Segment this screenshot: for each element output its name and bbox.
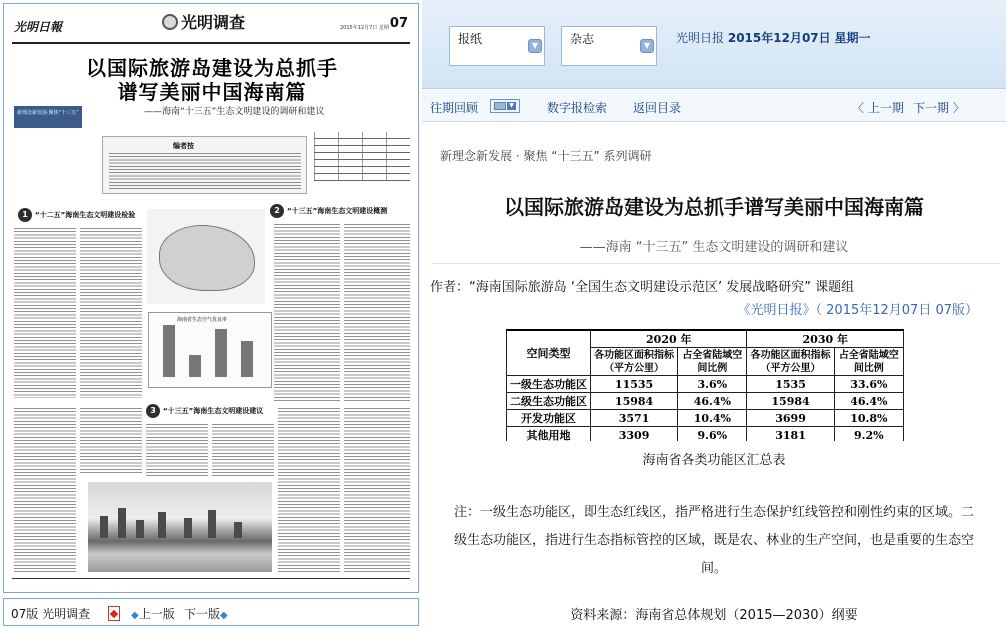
back-to-contents-link[interactable]: 返回目录 [633, 101, 682, 115]
col-header-ratio-2020: 占全省陆域空间比例 [678, 348, 747, 376]
photo-building [234, 522, 242, 538]
cell-ratio-2030: 33.6% [834, 376, 903, 393]
mini-table [314, 132, 410, 190]
magnifier-icon [162, 14, 178, 30]
col-header-area-2030: 各功能区面积指标（平方公里） [747, 348, 834, 376]
paper-date-line [676, 29, 871, 46]
cell-ratio-2030: 46.4% [834, 393, 903, 410]
article-author: 作者：“海南国际旅游岛 ‘全国生态文明建设示范区’ 发展战略研究” 课题组 [430, 280, 855, 295]
prev-page-button[interactable] [131, 605, 175, 622]
bar-chart-title: 海南省生态空气优良率 [177, 317, 228, 323]
haikou-skyline-photo [88, 482, 272, 572]
section-2-heading[interactable] [270, 204, 387, 218]
issue-date: 2015年12月07日 [727, 31, 831, 45]
photo-building [208, 510, 216, 538]
digital-search-link[interactable]: 数字报检索 [547, 101, 608, 115]
cell-area-2020: 3571 [591, 410, 678, 427]
prev-issue-link[interactable] [852, 99, 904, 116]
text-column [80, 408, 142, 474]
calendar-button[interactable] [490, 99, 520, 113]
text-column [344, 224, 410, 402]
text-column [14, 408, 76, 574]
mini-table-row [314, 132, 410, 139]
cell-ratio-2030: 10.8% [834, 410, 903, 427]
cell-type: 开发功能区 [507, 410, 591, 427]
chevron-down-icon: ▼ [507, 102, 516, 110]
mini-table-row [314, 174, 410, 181]
newspaper-logo: 光明日報 [14, 20, 63, 34]
cell-area-2020: 15984 [591, 393, 678, 410]
next-issue-link[interactable] [913, 99, 965, 116]
chevron-down-icon[interactable]: ▼ [640, 39, 654, 53]
cell-area-2030: 1535 [747, 376, 834, 393]
editor-note-title: 编者按 [173, 142, 194, 150]
air-quality-bar-chart [148, 312, 272, 388]
article-subtitle: ——海南 “十三五” 生态文明建设的调研和建议 [579, 240, 849, 255]
newspaper-select-value: 报纸 [458, 32, 483, 46]
chart-bar [163, 325, 175, 377]
mini-table-row [314, 160, 410, 167]
article-title: 以国际旅游岛建设为总抓手谱写美丽中国海南篇 [504, 195, 924, 219]
chevron-left-icon: 〈 [852, 101, 868, 115]
section-2-label: “十三五”海南生态文明建设概测 [287, 207, 388, 215]
page-header [12, 10, 410, 44]
column-label: 光明调查 [181, 13, 246, 32]
text-column [80, 228, 142, 398]
function-zone-table-image [506, 329, 904, 441]
cell-area-2030: 3181 [747, 427, 834, 442]
pdf-icon[interactable] [108, 606, 120, 621]
cell-type: 一级生态功能区 [507, 376, 591, 393]
text-column [278, 408, 340, 574]
page-preview[interactable] [3, 3, 419, 593]
page-headline-1[interactable]: 以国际旅游岛建设为总抓手 [86, 56, 338, 80]
text-column [146, 424, 208, 476]
table-row [507, 376, 904, 393]
col-header-area-2020: 各功能区面积指标（平方公里） [591, 348, 678, 376]
cell-area-2030: 15984 [747, 393, 834, 410]
editor-note-box [102, 136, 307, 194]
year-2030-header: 2030 年 [747, 330, 904, 348]
page-nav-bar [3, 598, 419, 626]
mini-table-row [314, 167, 410, 174]
cell-type: 其他用地 [507, 427, 591, 442]
prev-issue-label: 上一期 [867, 101, 904, 115]
magazine-select-value: 杂志 [570, 32, 595, 46]
table-caption: 海南省各类功能区汇总表 [642, 453, 786, 468]
mini-table-row [314, 153, 410, 160]
photo-building [158, 512, 166, 538]
cell-area-2020: 3309 [591, 427, 678, 442]
page-headline-2[interactable]: 谱写美丽中国海南篇 [117, 80, 307, 104]
next-page-label: 下一版 [184, 607, 221, 621]
cell-ratio-2020: 10.4% [678, 410, 747, 427]
chart-bar [189, 355, 201, 377]
paper-name: 光明日报 [676, 31, 725, 45]
table-note: 注：一级生态功能区，即生态红线区，指严格进行生态保护红线管控和刚性约束的区域。二级生态功能区，指进行生态指标管控的区域，既是农、林业的生产空间，也是重要的生态空间。 [453, 505, 974, 576]
column-name [162, 10, 245, 33]
text-column [14, 228, 76, 398]
chart-bar [215, 329, 227, 377]
divider [432, 263, 1000, 264]
current-version-label[interactable]: 07版 光明调查 [11, 607, 91, 621]
calendar-icon [494, 102, 506, 110]
editor-note-text [109, 153, 301, 189]
next-issue-label: 下一期 [913, 101, 950, 115]
chevron-right-icon: 〉 [949, 101, 965, 115]
col-header-ratio-2030: 占全省陆域空间比例 [834, 348, 903, 376]
table-row [507, 427, 904, 442]
text-column [212, 424, 274, 476]
prev-page-label: 上一版 [138, 607, 175, 621]
table-row [507, 410, 904, 427]
photo-building [118, 508, 126, 538]
photo-building [136, 520, 144, 538]
top-bar [422, 0, 1006, 89]
article-kicker: 新理念新发展 · 聚焦 “十三五” 系列调研 [440, 149, 652, 163]
cell-type: 二级生态功能区 [507, 393, 591, 410]
article-source: 《光明日报》（ 2015年12月07日 07版） [737, 303, 978, 318]
cell-ratio-2030: 9.2% [834, 427, 903, 442]
mini-table-row [314, 146, 410, 153]
table-row [507, 393, 904, 410]
cell-ratio-2020: 9.6% [678, 427, 747, 442]
cell-area-2020: 11535 [591, 376, 678, 393]
mini-table-row [314, 139, 410, 146]
chart-bar [241, 341, 253, 377]
photo-building [184, 518, 192, 538]
section-3-number-icon: 3 [146, 404, 160, 418]
col-header-type: 空间类型 [507, 330, 591, 376]
data-source: 资料来源：海南省总体规划（2015—2030）纲要 [570, 608, 858, 623]
page-subhead: ——海南“十三五”生态文明建设的调研和建议 [144, 107, 325, 117]
article-content [422, 123, 1006, 629]
newspaper-select[interactable] [449, 26, 545, 66]
section-1-number-icon: 1 [18, 208, 32, 222]
function-zone-table [506, 329, 904, 441]
text-column [274, 224, 340, 402]
page-number: 07 [389, 16, 408, 31]
arrow-left-icon: ◆ [131, 610, 139, 621]
text-column [344, 408, 410, 574]
past-issues-link[interactable]: 往期回顾 [430, 101, 479, 115]
page-date: 2015年12月7日 星期一 [340, 25, 394, 31]
page-footer [12, 578, 410, 581]
section-2-number-icon: 2 [270, 204, 284, 218]
year-2020-header: 2020 年 [591, 330, 747, 348]
next-page-button[interactable] [184, 605, 228, 622]
section-3-label: “十三五”海南生态文明建设建议 [163, 407, 264, 415]
section-1-label: “十二五”海南生态文明建设检验 [35, 211, 136, 219]
chevron-down-icon[interactable]: ▼ [528, 39, 542, 53]
hainan-map-image [147, 209, 265, 304]
issue-weekday: 星期一 [834, 31, 871, 45]
cell-area-2030: 3699 [747, 410, 834, 427]
magazine-select[interactable] [561, 26, 657, 66]
series-tag: 新理念新发展·聚焦“十三五” [14, 106, 82, 128]
cell-ratio-2020: 3.6% [678, 376, 747, 393]
section-1-heading[interactable] [18, 208, 135, 222]
arrow-right-icon: ◆ [220, 610, 228, 621]
issue-nav-bar [422, 90, 1006, 122]
photo-building [100, 516, 108, 538]
section-3-heading[interactable] [146, 404, 263, 418]
cell-ratio-2020: 46.4% [678, 393, 747, 410]
